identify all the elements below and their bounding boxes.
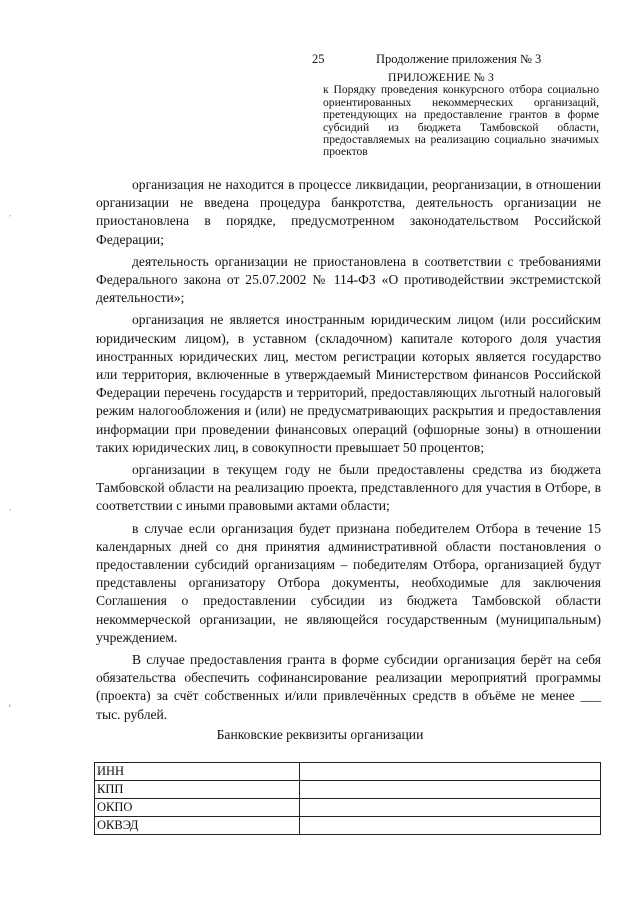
scan-mark: ′ (9, 214, 12, 225)
table-row (95, 763, 601, 781)
paragraph: в случае если организация будет признана победителем Отбора в течение 15 календарных дней со дня принятия административной области постановления о предоставлении субсидий организациям – победителям Отбора, организацией будут представлены организатору Отбора документы, необходимые для заключения Соглашения о предоставлении субсидии из бюджета Тамбовской области некоммерческой организации, не являющейся государственным (муниципальным) учреждением. (96, 520, 601, 645)
row-label: КПП (95, 781, 300, 799)
row-value (300, 763, 601, 781)
paragraph: В случае предоставления гранта в форме субсидии организация берёт на себя обязательства обеспечить софинансирование реализации мероприятий программы (проекта) за счёт собственных и/или привлечённых средств в объёме не менее ___ тыс. рублей. (96, 652, 601, 722)
appendix-subtitle: к Порядку проведения конкурсного отбора социально ориентированных некоммерческих организаций, претендующих на предоставление грантов в форме субсидий из бюджета Тамбовской области, предоставляемых на реализацию социально значимых проектов (323, 83, 599, 159)
paragraph: организация не находится в процессе ликвидации, реорганизации, в отношении организации не введена процедура банкротства, деятельность организации не приостановлена в порядке, предусмотренном законодательством Российской Федерации; (96, 177, 601, 247)
page-header (0, 52, 640, 68)
paragraph: организация не является иностранным юридическим лицом (или российским юридическим лицом), в уставном (складочном) капитале которого доля участия иностранных юридических лиц, местом регистрации которых является государство или территория, включенные в утверждаемый Министерством финансов Российской Федерации перечень государств и территорий, предоставляющих льготный налоговый режим налогообложения и (или) не предусматривающих раскрытия и предоставления информации при проведении финансовых операций (офшорные зоны) в отношении таких юридических лиц, в совокупности превышает 50 процентов; (96, 312, 601, 455)
row-label: ОКВЭД (95, 817, 300, 835)
body-text (96, 176, 601, 728)
scan-mark: ′ (9, 508, 12, 519)
bank-details-title: Банковские реквизиты организации (216, 727, 424, 742)
row-value (300, 781, 601, 799)
row-label: ОКПО (95, 799, 300, 817)
table-row (95, 781, 601, 799)
scan-mark: , (8, 698, 12, 709)
table-row (95, 817, 601, 835)
paragraph: организации в текущем году не были предоставлены средства из бюджета Тамбовской области на реализацию проекта, представленного для участия в Отборе, в соответствии с иными правовыми актами области; (96, 462, 601, 514)
paragraph: деятельность организации не приостановлена в соответствии с требованиями Федерального закона от 25.07.2002 № 114-ФЗ «О противодействии экстремистской деятельности»; (96, 253, 601, 306)
table-row (95, 799, 601, 817)
page-number: 25 (312, 52, 325, 66)
row-label: ИНН (95, 763, 300, 781)
appendix-title: ПРИЛОЖЕНИЕ № 3 (388, 71, 494, 84)
row-value (300, 799, 601, 817)
continuation-note: Продолжение приложения № 3 (376, 52, 542, 66)
appendix-block (323, 72, 599, 159)
row-value (300, 817, 601, 835)
bank-details-table (94, 762, 601, 835)
